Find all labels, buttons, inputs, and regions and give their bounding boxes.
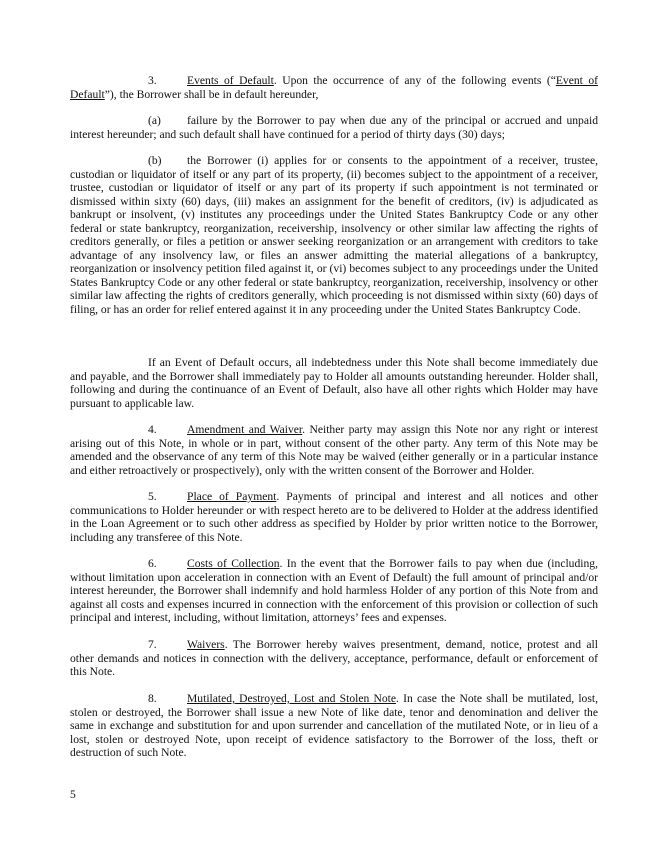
section-heading: Events of Default xyxy=(187,74,274,87)
section-heading: Place of Payment xyxy=(187,490,277,503)
section-heading: Mutilated, Destroyed, Lost and Stolen Note xyxy=(187,692,397,705)
page-number: 5 xyxy=(70,788,76,801)
paragraph-text: If an Event of Default occurs, all indebtedness under this Note shall become immediately due and payable, and the Borrower shall immediately pay to Holder all amounts outstanding hereunder. Holder shall, following and during the continuance of an Event of Default, also have all other rights which Holder may have pursuant to applicable law. xyxy=(70,356,598,410)
section-number: 5. xyxy=(148,490,157,503)
defined-term: Event of Default xyxy=(70,74,598,101)
section-number: 7. xyxy=(148,638,157,651)
clause-text: failure by the Borrower to pay when due any of the principal or accrued and unpaid interest hereunder; and such default shall have continued for a period of thirty days (30) days; xyxy=(70,114,598,141)
section-heading: Costs of Collection xyxy=(187,557,280,570)
clause-text: the Borrower (i) applies for or consents to the appointment of a receiver, trustee, custodian or liquidator of itself or any part of its property, (ii) becomes subject to the appointment of a receiver, trustee, custodian or liquidator of itself or any part of its property if such appointment is not terminated or dismissed within sixty (60) days, (iii) makes an assignment for the benefit of creditors, (iv) is adjudicated as bankrupt or insolvent, (v) institutes any proceedings under the United States Bankruptcy Code or any other federal or state bankruptcy, reorganization, receivership, insolvency or other similar law affecting the rights of creditors generally, or files a petition or answer seeking reorganization or an arrangement with creditors to take advantage of any insolvency law, or files an answer admitting the material allegations of a bankruptcy, reorganization or insolvency petition filed against it, or (vi) becomes subject to any proceedings under the United States Bankruptcy Code or any other federal or state bankruptcy, reorganization, receivership, insolvency or other similar law affecting the rights of creditors generally, which proceeding is not dismissed within sixty (60) days of filing, or has an order for relief entered against it in any proceeding under the United States Bankruptcy Code. xyxy=(70,154,598,316)
section-text-tail: ”), the Borrower shall be in default hereunder, xyxy=(104,87,319,101)
section-5-place-of-payment xyxy=(70,490,598,544)
clause-number: (b) xyxy=(148,154,162,167)
section-7-waivers xyxy=(70,638,598,679)
section-number: 3. xyxy=(148,74,157,87)
section-heading: Amendment and Waiver xyxy=(187,423,303,436)
section-number: 4. xyxy=(148,423,157,436)
section-4-amendment-and-waiver xyxy=(70,423,598,477)
section-text: . Payments of principal and interest and all notices and other communications to Holder hereunder or with respect hereto are to be delivered to Holder at the address identified in the Loan Agreement or to such other address as specified by Holder by prior written notice to the Borrower, including any transferee of this Note. xyxy=(70,490,598,544)
section-6-costs-of-collection xyxy=(70,557,598,625)
section-text: . In the event that the Borrower fails to pay when due (including, without limitation upon acceleration in connection with an Event of Default) the full amount of principal and/or interest hereunder, the Borrower shall indemnify and hold harmless Holder of any portion of this Note from and against all costs and expenses incurred in connection with the enforcement of this provision or collection of such principal and interest, including, without limitation, attorneys’ fees and expenses. xyxy=(70,557,598,624)
section-8-mutilated-note xyxy=(70,692,598,760)
clause-number: (a) xyxy=(148,114,161,127)
default-consequences-paragraph xyxy=(70,356,598,410)
section-text: . Neither party may assign this Note nor any right or interest arising out of this Note, in whole or in part, without consent of the other party. Any term of this Note may be amended and the observance of any term of this Note may be waived (either generally or in a particular instance and either retroactively or prospectively), only with the written consent of the Borrower and Holder. xyxy=(70,423,598,477)
clause-3b xyxy=(70,154,598,316)
section-3-events-of-default xyxy=(70,74,598,101)
clause-3a xyxy=(70,114,598,141)
section-text: . The Borrower hereby waives presentment, demand, notice, protest and all other demands and notices in connection with the delivery, acceptance, performance, default or enforcement of this Note. xyxy=(70,638,598,678)
section-heading: Waivers xyxy=(187,638,225,651)
section-text: . In case the Note shall be mutilated, lost, stolen or destroyed, the Borrower shall issue a new Note of like date, tenor and denomination and deliver the same in exchange and substitution for and upon surrender and cancellation of the mutilated Note, or in lieu of a lost, stolen or destroyed Note, upon receipt of evidence satisfactory to the Borrower of the loss, theft or destruction of such Note. xyxy=(70,692,598,759)
section-number: 6. xyxy=(148,557,157,570)
section-number: 8. xyxy=(148,692,157,705)
section-text: . Upon the occurrence of any of the following events (“ xyxy=(273,74,556,87)
